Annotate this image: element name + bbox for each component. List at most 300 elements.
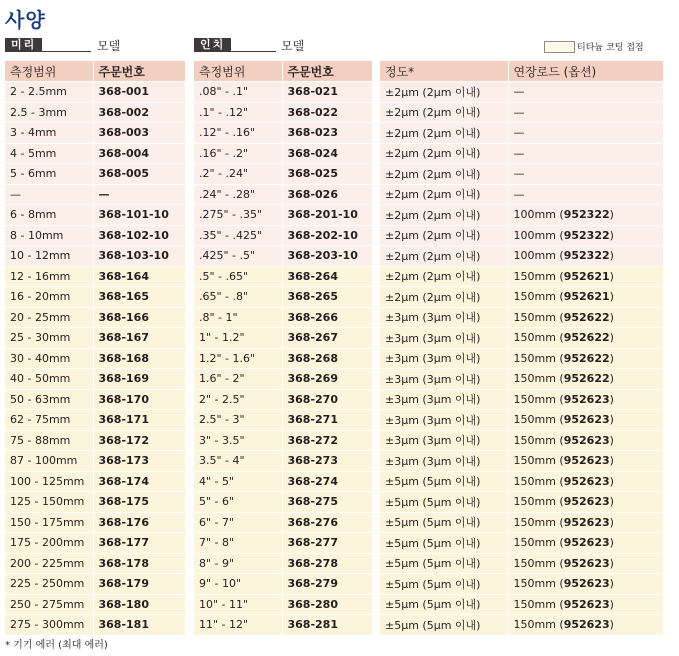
order-number-cell: 368-181 [93,615,185,635]
spec-table [380,61,663,635]
order-number-cell: 368-169 [93,369,185,390]
ext-rod-length: 150mm ( [513,556,564,570]
order-number-cell: 368-281 [282,615,372,635]
order-number-cell: 368-026 [282,184,372,205]
ext-rod-cell [508,492,663,513]
metric-order-header: 주문번호 [93,61,185,82]
ext-rod-length: 150mm ( [513,495,564,509]
ext-rod-close-paren: ) [609,618,614,632]
ext-rod-header: 연장로드 (옵션) [508,61,663,82]
ext-rod-code: 952623 [563,536,610,550]
range-cell: 6 - 8mm [5,205,93,226]
accuracy-cell: ±5μm (5μm 이내) [380,471,508,492]
table-row [380,451,663,472]
ext-rod-length: 100mm ( [513,228,564,242]
range-cell: 3" - 3.5" [194,430,282,451]
table-row [5,348,185,369]
ext-rod-cell [508,512,663,533]
ext-rod-close-paren: ) [609,208,614,222]
range-cell: .275" - .35" [194,205,282,226]
table-row [380,287,663,308]
table-row [194,430,372,451]
metric-range-header: 측정범위 [5,61,93,82]
table-row [5,143,185,164]
table-row [194,389,372,410]
table-row [5,164,185,185]
order-number-cell: 368-165 [93,287,185,308]
range-cell: .425" - .5" [194,246,282,267]
ext-rod-code: 952623 [563,413,610,427]
range-cell: 1" - 1.2" [194,328,282,349]
ext-rod-code: 952322 [563,208,610,222]
ext-rod-close-paren: ) [609,351,614,365]
table-row [380,143,663,164]
order-number-cell: 368-267 [282,328,372,349]
table-row [380,553,663,574]
ext-rod-cell [508,205,663,226]
accuracy-cell: ±5μm (5μm 이내) [380,533,508,554]
table-row [380,205,663,226]
table-row [194,246,372,267]
ext-rod-close-paren: ) [609,454,614,468]
range-cell: 200 - 225mm [5,553,93,574]
ext-rod-close-paren: ) [609,310,614,324]
range-cell: 4" - 5" [194,471,282,492]
table-row [5,287,185,308]
ext-rod-length: 100mm ( [513,249,564,263]
range-cell: 10 - 12mm [5,246,93,267]
order-number-cell: 368-177 [93,533,185,554]
table-row [194,328,372,349]
order-number-cell: 368-005 [93,164,185,185]
accuracy-cell: ±3μm (3μm 이내) [380,451,508,472]
table-row [5,615,185,635]
order-number-cell: 368-202-10 [282,225,372,246]
range-cell: .12" - .16" [194,123,282,144]
inch-table [194,61,372,635]
range-cell: .5" - .65" [194,266,282,287]
ext-rod-close-paren: ) [609,474,614,488]
order-number-cell: 368-170 [93,389,185,410]
legend-swatch [544,41,575,53]
inch-order-header: 주문번호 [282,61,372,82]
ext-rod-code: 952623 [563,618,610,632]
table-row [194,553,372,574]
range-cell: 20 - 25mm [5,307,93,328]
table-row [194,266,372,287]
ext-rod-length: 150mm ( [513,413,564,427]
table-row [5,512,185,533]
ext-rod-cell [508,369,663,390]
range-cell: 4 - 5mm [5,143,93,164]
table-row [380,164,663,185]
range-cell: 30 - 40mm [5,348,93,369]
ext-rod-length: 150mm ( [513,597,564,611]
table-row [5,184,185,205]
table-row [194,410,372,431]
accuracy-cell: ±2μm (2μm 이내) [380,266,508,287]
order-number-cell: 368-269 [282,369,372,390]
range-cell: 2.5" - 3" [194,410,282,431]
table-row [194,225,372,246]
table-row [380,266,663,287]
table-row [5,471,185,492]
ext-rod-length: 150mm ( [513,290,564,304]
table-row [194,492,372,513]
ext-rod-close-paren: ) [609,331,614,345]
table-row [380,512,663,533]
ext-rod-code: 952621 [563,290,610,304]
range-cell: 9" - 10" [194,574,282,595]
table-row [5,410,185,431]
table-row [5,102,185,123]
order-number-cell: 368-273 [282,451,372,472]
order-number-cell: 368-001 [93,82,185,103]
ext-rod-cell [508,389,663,410]
ext-rod-length: 100mm ( [513,208,564,222]
order-number-cell: 368-025 [282,164,372,185]
table-row [194,348,372,369]
table-row [5,205,185,226]
order-number-cell: 368-265 [282,287,372,308]
table-row [5,451,185,472]
table-row [380,82,663,103]
ext-rod-code: 952623 [563,556,610,570]
table-row [380,328,663,349]
table-row [380,430,663,451]
order-number-cell: 368-101-10 [93,205,185,226]
range-cell: 25 - 30mm [5,328,93,349]
accuracy-cell: ±5μm (5μm 이내) [380,512,508,533]
order-number-cell: 368-268 [282,348,372,369]
range-cell: 2.5 - 3mm [5,102,93,123]
page-title: 사양 [5,8,46,32]
inch-range-header: 측정범위 [194,61,282,82]
order-number-cell: 368-279 [282,574,372,595]
inch-table-body [194,82,372,635]
ext-rod-cell [508,102,663,123]
table-row [380,246,663,267]
accuracy-cell: ±3μm (3μm 이내) [380,430,508,451]
order-number-cell: 368-171 [93,410,185,431]
table-row [194,102,372,123]
ext-rod-code: 952622 [563,351,610,365]
range-cell: 50 - 63mm [5,389,93,410]
table-row [380,615,663,635]
range-cell: 87 - 100mm [5,451,93,472]
ext-rod-length: 150mm ( [513,310,564,324]
order-number-cell: 368-264 [282,266,372,287]
ext-rod-cell [508,594,663,615]
table-row [5,225,185,246]
ext-rod-code: 952623 [563,454,610,468]
table-row [5,369,185,390]
ext-rod-close-paren: ) [609,290,614,304]
ext-rod-close-paren: ) [609,556,614,570]
ext-rod-cell [508,574,663,595]
table-row [380,574,663,595]
ext-rod-length: 150mm ( [513,515,564,529]
table-row [380,389,663,410]
ext-rod-cell [508,123,663,144]
order-number-cell: 368-023 [282,123,372,144]
ext-rod-cell [508,164,663,185]
ext-rod-close-paren: ) [609,433,614,447]
ext-rod-cell [508,553,663,574]
ext-rod-close-paren: ) [609,577,614,591]
accuracy-cell: ±3μm (3μm 이내) [380,389,508,410]
order-number-cell: 368-277 [282,533,372,554]
range-cell: .16" - .2" [194,143,282,164]
table-row [5,574,185,595]
range-cell: .1" - .12" [194,102,282,123]
ext-rod-close-paren: ) [609,228,614,242]
table-row [380,492,663,513]
range-cell: 3 - 4mm [5,123,93,144]
table-row [5,328,185,349]
accuracy-cell: ±2μm (2μm 이내) [380,82,508,103]
order-number-cell: 368-174 [93,471,185,492]
ext-rod-code: 952623 [563,515,610,529]
table-row [380,594,663,615]
table-row [5,82,185,103]
order-number-cell: 368-203-10 [282,246,372,267]
range-cell: .24" - .28" [194,184,282,205]
inch-tag-underline [194,51,276,52]
order-number-cell: 368-173 [93,451,185,472]
ext-rod-close-paren: ) [609,372,614,386]
accuracy-cell: ±5μm (5μm 이내) [380,492,508,513]
range-cell: .35" - .425" [194,225,282,246]
range-cell: 275 - 300mm [5,615,93,635]
table-row [5,246,185,267]
accuracy-cell: ±2μm (2μm 이내) [380,205,508,226]
ext-rod-close-paren: ) [609,249,614,263]
range-cell: — [5,184,93,205]
range-cell: .2" - .24" [194,164,282,185]
order-number-cell: 368-178 [93,553,185,574]
range-cell: 150 - 175mm [5,512,93,533]
accuracy-cell: ±5μm (5μm 이내) [380,615,508,635]
table-row [194,184,372,205]
order-number-cell: 368-004 [93,143,185,164]
ext-rod-cell [508,410,663,431]
ext-rod-length: — [513,167,525,181]
order-number-cell: 368-002 [93,102,185,123]
accuracy-cell: ±3μm (3μm 이내) [380,328,508,349]
ext-rod-length: — [513,146,525,160]
ext-rod-cell [508,430,663,451]
range-cell: 5" - 6" [194,492,282,513]
table-row [380,102,663,123]
range-cell: 2 - 2.5mm [5,82,93,103]
ext-rod-length: 150mm ( [513,474,564,488]
order-number-cell: 368-166 [93,307,185,328]
ext-rod-cell [508,307,663,328]
inch-model-tag [194,38,374,52]
ext-rod-cell [508,184,663,205]
ext-rod-code: 952322 [563,249,610,263]
order-number-cell: 368-280 [282,594,372,615]
order-number-cell: 368-276 [282,512,372,533]
order-number-cell: 368-278 [282,553,372,574]
spec-table-body [380,82,663,635]
range-cell: 2" - 2.5" [194,389,282,410]
order-number-cell: — [93,184,185,205]
table-row [194,123,372,144]
ext-rod-code: 952622 [563,372,610,386]
table-row [5,533,185,554]
order-number-cell: 368-167 [93,328,185,349]
order-number-cell: 368-201-10 [282,205,372,226]
accuracy-cell: ±5μm (5μm 이내) [380,574,508,595]
table-row [194,512,372,533]
ext-rod-length: 150mm ( [513,454,564,468]
ext-rod-length: 150mm ( [513,351,564,365]
ext-rod-code: 952322 [563,228,610,242]
metric-table-body [5,82,185,635]
table-row [194,533,372,554]
table-row [194,369,372,390]
accuracy-cell: ±5μm (5μm 이내) [380,594,508,615]
table-row [5,123,185,144]
range-cell: 175 - 200mm [5,533,93,554]
accuracy-cell: ±5μm (5μm 이내) [380,553,508,574]
ext-rod-close-paren: ) [609,392,614,406]
table-row [380,307,663,328]
accuracy-cell: ±3μm (3μm 이내) [380,348,508,369]
ext-rod-cell [508,348,663,369]
table-row [194,82,372,103]
order-number-cell: 368-021 [282,82,372,103]
table-row [380,123,663,144]
accuracy-cell: ±2μm (2μm 이내) [380,164,508,185]
ext-rod-cell [508,328,663,349]
ext-rod-code: 952621 [563,269,610,283]
order-number-cell: 368-180 [93,594,185,615]
metric-tag-underline [5,51,91,52]
range-cell: .65" - .8" [194,287,282,308]
ext-rod-cell [508,143,663,164]
table-row [194,143,372,164]
table-row [5,594,185,615]
order-number-cell: 368-168 [93,348,185,369]
table-row [194,307,372,328]
ext-rod-code: 952623 [563,495,610,509]
ext-rod-cell [508,225,663,246]
table-row [380,471,663,492]
range-cell: 225 - 250mm [5,574,93,595]
ext-rod-length: 150mm ( [513,392,564,406]
table-row [5,430,185,451]
accuracy-cell: ±2μm (2μm 이내) [380,287,508,308]
ext-rod-length: 150mm ( [513,536,564,550]
ext-rod-cell [508,615,663,635]
table-row [5,492,185,513]
range-cell: 7" - 8" [194,533,282,554]
ext-rod-length: — [513,105,525,119]
ext-rod-cell [508,82,663,103]
ext-rod-length: — [513,126,525,140]
ext-rod-close-paren: ) [609,495,614,509]
range-cell: 1.2" - 1.6" [194,348,282,369]
range-cell: 125 - 150mm [5,492,93,513]
ext-rod-cell [508,287,663,308]
ext-rod-length: 150mm ( [513,618,564,632]
order-number-cell: 368-266 [282,307,372,328]
range-cell: 8 - 10mm [5,225,93,246]
ext-rod-cell [508,471,663,492]
ext-rod-length: 150mm ( [513,372,564,386]
range-cell: 40 - 50mm [5,369,93,390]
accuracy-header: 정도* [380,61,508,82]
ext-rod-code: 952623 [563,577,610,591]
order-number-cell: 368-270 [282,389,372,410]
range-cell: .08" - .1" [194,82,282,103]
table-row [380,369,663,390]
range-cell: 250 - 275mm [5,594,93,615]
table-row [194,615,372,635]
ext-rod-cell [508,246,663,267]
table-row [5,307,185,328]
range-cell: 8" - 9" [194,553,282,574]
accuracy-cell: ±2μm (2μm 이내) [380,102,508,123]
order-number-cell: 368-024 [282,143,372,164]
footnote: * 기기 에러 (최대 에러) [5,640,108,651]
ext-rod-length: 150mm ( [513,269,564,283]
accuracy-cell: ±3μm (3μm 이내) [380,369,508,390]
table-row [380,533,663,554]
table-row [5,553,185,574]
accuracy-cell: ±3μm (3μm 이내) [380,307,508,328]
ext-rod-length: 150mm ( [513,433,564,447]
ext-rod-cell [508,533,663,554]
ext-rod-length: — [513,85,525,99]
order-number-cell: 368-176 [93,512,185,533]
table-row [380,410,663,431]
table-row [380,348,663,369]
accuracy-cell: ±2μm (2μm 이내) [380,184,508,205]
ext-rod-close-paren: ) [609,515,614,529]
range-cell: 3.5" - 4" [194,451,282,472]
range-cell: 75 - 88mm [5,430,93,451]
ext-rod-length: — [513,187,525,201]
metric-model-tag [5,38,185,52]
order-number-cell: 368-271 [282,410,372,431]
inch-tag-label: 인치 [194,38,231,52]
order-number-cell: 368-103-10 [93,246,185,267]
order-number-cell: 368-275 [282,492,372,513]
accuracy-cell: ±2μm (2μm 이내) [380,246,508,267]
order-number-cell: 368-179 [93,574,185,595]
ext-rod-code: 952623 [563,392,610,406]
range-cell: 1.6" - 2" [194,369,282,390]
table-row [5,389,185,410]
range-cell: 5 - 6mm [5,164,93,185]
range-cell: 12 - 16mm [5,266,93,287]
table-row [194,574,372,595]
order-number-cell: 368-164 [93,266,185,287]
order-number-cell: 368-172 [93,430,185,451]
accuracy-cell: ±2μm (2μm 이내) [380,143,508,164]
table-row [194,287,372,308]
ext-rod-code: 952622 [563,310,610,324]
order-number-cell: 368-272 [282,430,372,451]
table-row [380,184,663,205]
table-row [194,205,372,226]
metric-tag-label: 미리 [5,38,42,52]
ext-rod-close-paren: ) [609,413,614,427]
